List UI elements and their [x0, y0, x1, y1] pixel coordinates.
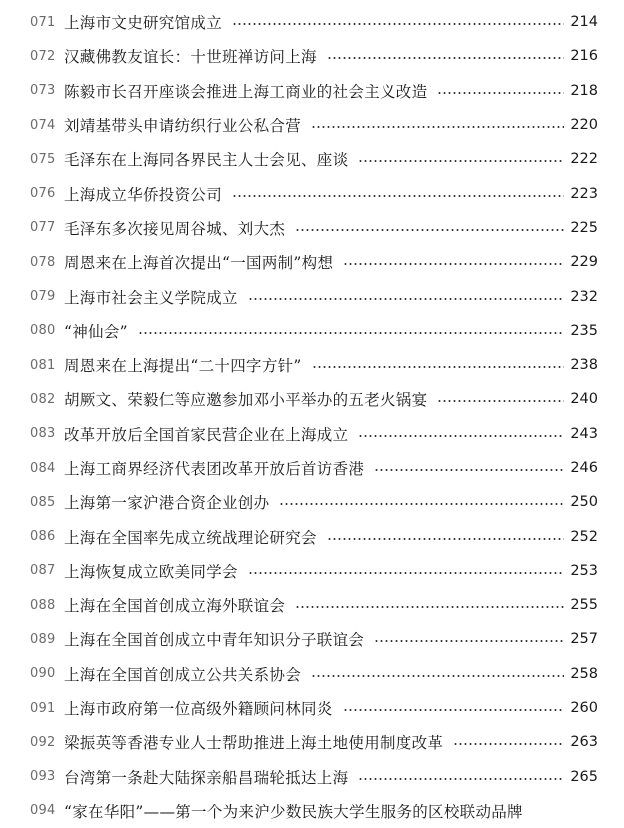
- entry-page-number: 253: [570, 562, 598, 579]
- entry-page-number: 222: [570, 151, 598, 168]
- entry-page-number: 252: [570, 528, 598, 545]
- entry-number: 087: [30, 563, 56, 579]
- entry-number: 094: [30, 803, 56, 819]
- toc-entry[interactable]: [0, 245, 624, 279]
- toc-entry[interactable]: [0, 554, 624, 588]
- entry-number: 093: [30, 769, 56, 785]
- entry-page-number: 218: [570, 82, 598, 99]
- entry-number: 073: [30, 83, 56, 99]
- entry-title[interactable]: 改革开放后全国首家民营企业在上海成立: [64, 425, 349, 444]
- entry-number: 077: [30, 220, 56, 236]
- toc-entry[interactable]: [0, 519, 624, 553]
- dot-leader: [232, 23, 564, 25]
- entry-page-number: 232: [570, 288, 598, 305]
- dot-leader: [248, 298, 565, 300]
- toc-entry[interactable]: [0, 74, 624, 108]
- entry-title[interactable]: 上海市社会主义学院成立: [64, 288, 238, 307]
- toc-entry[interactable]: [0, 485, 624, 519]
- entry-page-number: 240: [570, 391, 598, 408]
- entry-page-number: 255: [570, 597, 598, 614]
- entry-number: 072: [30, 48, 56, 64]
- entry-number: 080: [30, 323, 56, 339]
- entry-page-number: 238: [570, 357, 598, 374]
- entry-title[interactable]: 汉藏佛教友谊长：十世班禅访问上海: [64, 48, 317, 67]
- entry-number: 092: [30, 734, 56, 750]
- entry-title[interactable]: 上海市文史研究馆成立: [64, 14, 223, 33]
- entry-number: 075: [30, 151, 56, 167]
- toc-entry[interactable]: [0, 314, 624, 348]
- toc-entry[interactable]: [0, 451, 624, 485]
- entry-page-number: 257: [570, 631, 598, 648]
- entry-number: 085: [30, 494, 56, 510]
- toc-entry[interactable]: [0, 691, 624, 725]
- entry-title[interactable]: “家在华阳”——第一个为来沪少数民族大学生服务的区校联动品牌: [64, 802, 523, 821]
- entry-number: 082: [30, 391, 56, 407]
- dot-leader: [311, 675, 564, 677]
- entry-number: 090: [30, 666, 56, 682]
- toc-entry[interactable]: [0, 176, 624, 210]
- dot-leader: [311, 126, 564, 128]
- entry-page-number: 263: [570, 734, 598, 751]
- toc-entry[interactable]: [0, 417, 624, 451]
- dot-leader: [138, 332, 564, 334]
- dot-leader: [295, 606, 564, 608]
- dot-leader: [358, 778, 564, 780]
- entry-number: 081: [30, 357, 56, 373]
- dot-leader: [312, 366, 565, 368]
- entry-page-number: 258: [570, 665, 598, 682]
- toc-entry[interactable]: [0, 39, 624, 73]
- dot-leader: [295, 229, 564, 231]
- dot-leader: [279, 503, 564, 505]
- dot-leader: [453, 743, 564, 745]
- toc-entry[interactable]: [0, 142, 624, 176]
- toc-entry[interactable]: [0, 794, 624, 828]
- dot-leader: [374, 469, 564, 471]
- entry-number: 084: [30, 460, 56, 476]
- entry-number: 089: [30, 631, 56, 647]
- entry-number: 091: [30, 700, 56, 716]
- toc-entry[interactable]: [0, 279, 624, 313]
- toc-entry[interactable]: [0, 211, 624, 245]
- entry-title[interactable]: 毛泽东多次接见周谷城、刘大杰: [64, 219, 286, 238]
- entry-page-number: 214: [570, 14, 598, 31]
- dot-leader: [343, 709, 565, 711]
- entry-title[interactable]: 上海在全国率先成立统战理论研究会: [64, 528, 317, 547]
- entry-page-number: 235: [570, 322, 598, 339]
- entry-title[interactable]: 上海工商界经济代表团改革开放后首访香港: [64, 460, 365, 478]
- entry-page-number: 216: [570, 48, 598, 65]
- dot-leader: [343, 263, 564, 265]
- toc-entry[interactable]: [0, 588, 624, 622]
- dot-leader: [374, 640, 564, 642]
- toc-entry[interactable]: [0, 760, 624, 794]
- entry-title[interactable]: 胡厥文、荣毅仁等应邀参加邓小平举办的五老火锅宴: [64, 391, 428, 410]
- toc-entry[interactable]: [0, 348, 624, 382]
- entry-page-number: 246: [570, 460, 598, 476]
- entry-title[interactable]: 台湾第一条赴大陆探亲船昌瑞轮抵达上海: [64, 768, 349, 787]
- dot-leader: [232, 195, 564, 197]
- toc-entry[interactable]: [0, 622, 624, 656]
- entry-title[interactable]: 上海成立华侨投资公司: [64, 185, 223, 204]
- entry-title[interactable]: 陈毅市长召开座谈会推进上海工商业的社会主义改造: [64, 82, 428, 101]
- entry-title[interactable]: 上海第一家沪港合资企业创办: [64, 494, 270, 513]
- toc-entry[interactable]: [0, 657, 624, 691]
- entry-number: 083: [30, 426, 56, 442]
- dot-leader: [437, 92, 564, 94]
- entry-title[interactable]: 周恩来在上海提出“二十四字方针”: [64, 357, 302, 376]
- entry-number: 071: [30, 14, 56, 30]
- entry-number: 074: [30, 117, 56, 133]
- entry-page-number: 260: [570, 700, 598, 717]
- entry-page-number: 225: [570, 219, 598, 236]
- dot-leader: [358, 435, 564, 437]
- entry-page-number: 223: [570, 185, 598, 202]
- toc-entry[interactable]: [0, 382, 624, 416]
- entry-number: 086: [30, 529, 56, 545]
- entry-title[interactable]: 上海在全国首创成立海外联谊会: [64, 597, 286, 616]
- toc-entry[interactable]: [0, 5, 624, 39]
- entry-number: 079: [30, 289, 56, 305]
- entry-title[interactable]: 上海恢复成立欧美同学会: [64, 562, 238, 581]
- entry-page-number: 265: [570, 768, 598, 785]
- dot-leader: [327, 538, 565, 540]
- dot-leader: [437, 400, 564, 402]
- entry-page-number: 229: [570, 254, 598, 271]
- toc-entry[interactable]: [0, 108, 624, 142]
- toc-entry[interactable]: [0, 725, 624, 759]
- entry-title[interactable]: 梁振英等香港专业人士帮助推进上海土地使用制度改革: [64, 734, 444, 753]
- dot-leader: [248, 572, 565, 574]
- entry-title[interactable]: 上海市政府第一位高级外籍顾问林同炎: [64, 700, 333, 719]
- entry-title[interactable]: 上海在全国首创成立中青年知识分子联谊会: [64, 631, 365, 650]
- entry-page-number: 243: [570, 425, 598, 442]
- entry-number: 088: [30, 597, 56, 613]
- entry-page-number: 220: [570, 117, 598, 134]
- entry-title[interactable]: 毛泽东在上海同各界民主人士会见、座谈: [64, 151, 349, 170]
- dot-leader: [327, 57, 565, 59]
- entry-title[interactable]: 周恩来在上海首次提出“一国两制”构想: [64, 254, 334, 273]
- entry-title[interactable]: “神仙会”: [64, 322, 128, 341]
- entry-title[interactable]: 刘靖基带头申请纺织行业公私合营: [64, 117, 302, 136]
- entry-number: 078: [30, 254, 56, 270]
- dot-leader: [358, 160, 564, 162]
- entry-title[interactable]: 上海在全国首创成立公共关系协会: [64, 665, 302, 684]
- entry-number: 076: [30, 186, 56, 202]
- entry-page-number: 250: [570, 494, 598, 511]
